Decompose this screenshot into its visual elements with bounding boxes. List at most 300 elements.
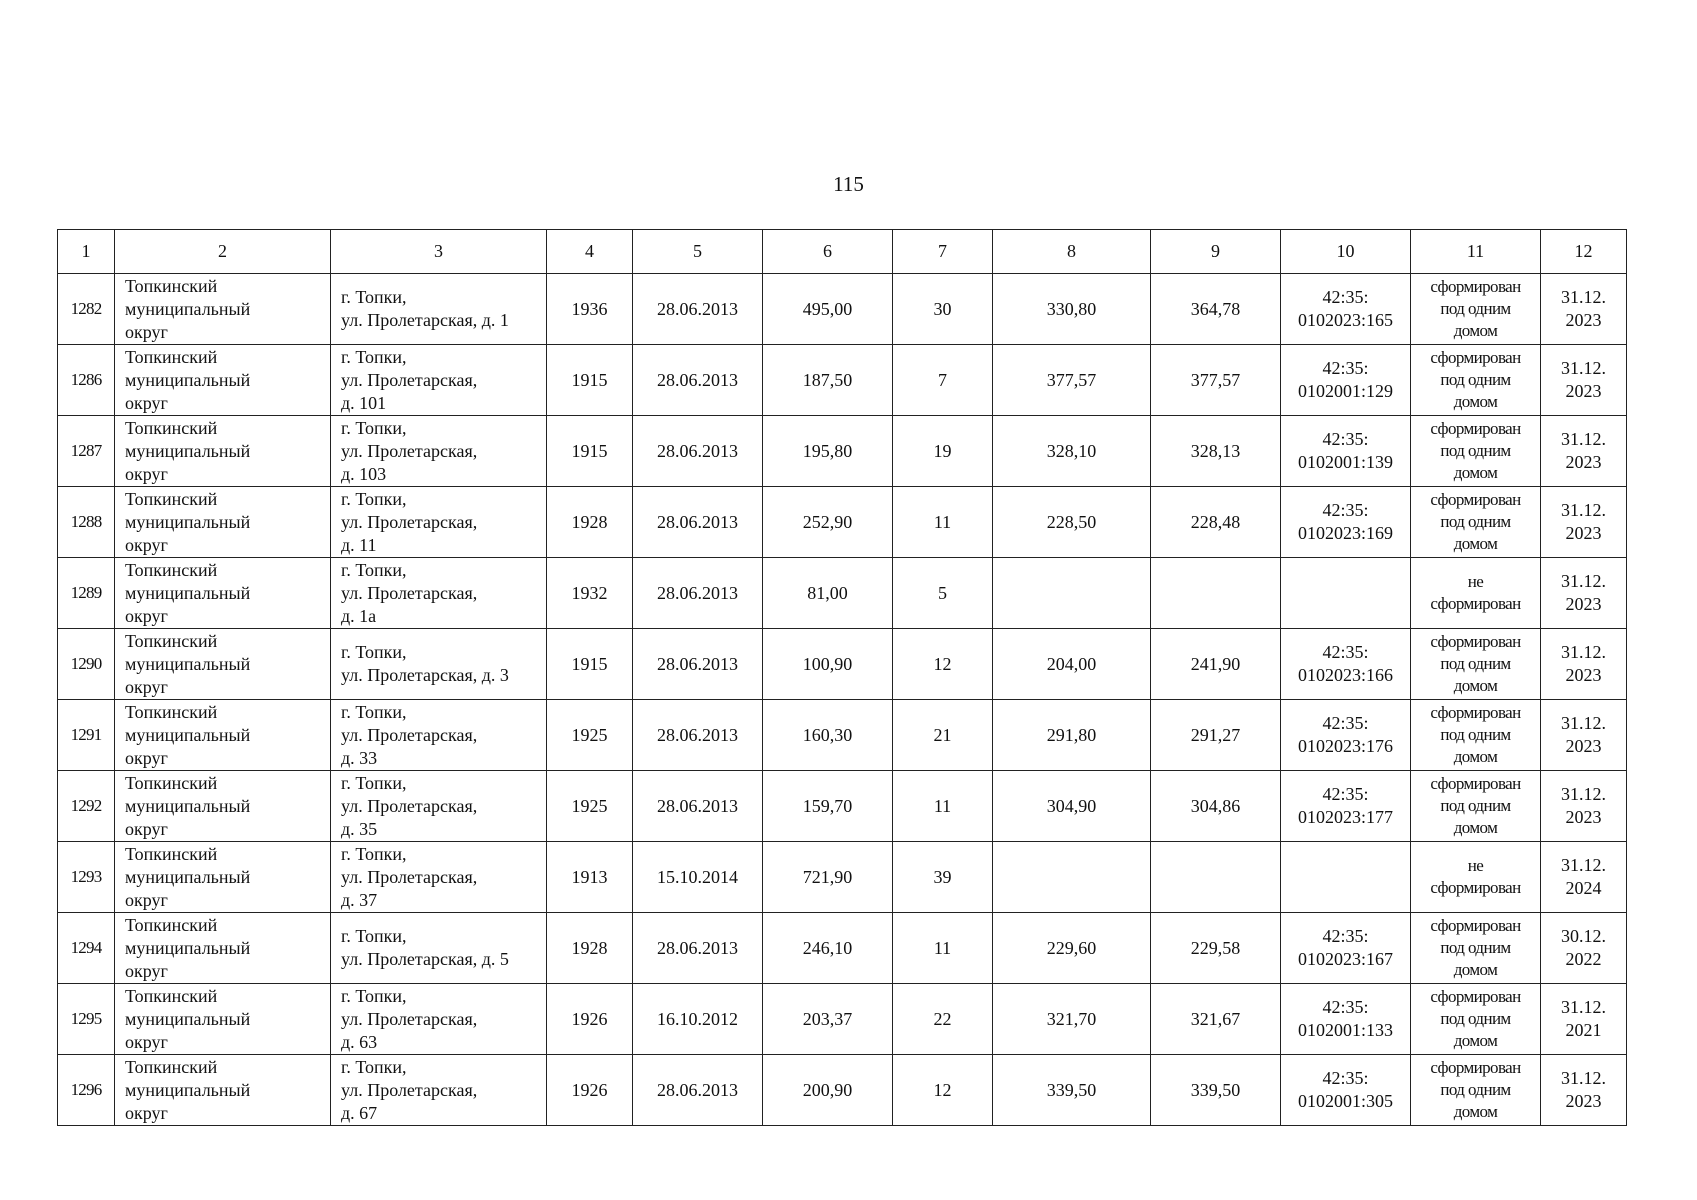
cell-cadastral-number — [1281, 913, 1411, 984]
cell-land-status — [1411, 984, 1541, 1055]
cadastral-number-line: 42:35: — [1322, 287, 1369, 307]
cell-area-col-9: 377,57 — [1151, 345, 1281, 416]
cell-date: 28.06.2013 — [633, 1055, 763, 1126]
address-line: г. Топки, — [341, 559, 407, 580]
cell-row-number: 1294 — [58, 913, 115, 984]
cadastral-number-line: 0102001:129 — [1297, 381, 1393, 401]
cell-date: 28.06.2013 — [633, 771, 763, 842]
municipality-line: Топкинский — [125, 843, 218, 864]
municipality-line: округ — [125, 321, 168, 342]
municipality-line: округ — [125, 676, 168, 697]
land-status-line: домом — [1453, 392, 1498, 411]
cell-area-col-9: 339,50 — [1151, 1055, 1281, 1126]
cell-area-col-8: 330,80 — [993, 274, 1151, 345]
address-line: ул. Пролетарская, — [341, 440, 478, 461]
address-line: г. Топки, — [341, 985, 407, 1006]
municipality-line: Топкинский — [125, 985, 218, 1006]
table-row — [58, 345, 1627, 416]
cell-land-status — [1411, 345, 1541, 416]
address-line: д. 11 — [341, 534, 377, 555]
deadline-date-line: 2023 — [1565, 1091, 1602, 1111]
cell-area-col-8: 328,10 — [993, 416, 1151, 487]
cell-municipality — [115, 1055, 331, 1126]
column-header: 10 — [1281, 230, 1411, 274]
cell-row-number: 1296 — [58, 1055, 115, 1126]
cadastral-number-line: 0102001:305 — [1297, 1091, 1393, 1111]
municipality-line: округ — [125, 392, 168, 413]
cell-year-built: 1926 — [547, 984, 633, 1055]
land-status-line: сформирован — [1430, 1058, 1521, 1077]
cell-address — [331, 629, 547, 700]
municipality-line: муниципальный — [125, 440, 251, 461]
column-header: 11 — [1411, 230, 1541, 274]
address-line: ул. Пролетарская, — [341, 511, 478, 532]
cell-cadastral-number — [1281, 984, 1411, 1055]
cell-area: 160,30 — [763, 700, 893, 771]
table-row — [58, 984, 1627, 1055]
cell-year-built: 1936 — [547, 274, 633, 345]
cell-area-col-8: 339,50 — [993, 1055, 1151, 1126]
table-row — [58, 487, 1627, 558]
cell-area-col-8: 204,00 — [993, 629, 1151, 700]
land-status-line: под одним — [1440, 938, 1511, 957]
cell-area-col-8: 377,57 — [993, 345, 1151, 416]
cell-area-col-8 — [993, 842, 1151, 913]
cadastral-number-line: 42:35: — [1322, 1068, 1369, 1088]
municipality-line: Топкинский — [125, 772, 218, 793]
cell-municipality — [115, 345, 331, 416]
cell-address — [331, 984, 547, 1055]
table-row — [58, 700, 1627, 771]
cell-deadline-date — [1541, 1055, 1627, 1126]
municipality-line: округ — [125, 534, 168, 555]
cell-area-col-9: 304,86 — [1151, 771, 1281, 842]
municipality-line: округ — [125, 818, 168, 839]
cell-area-col-9: 364,78 — [1151, 274, 1281, 345]
land-status-line: под одним — [1440, 299, 1511, 318]
address-line: д. 1а — [341, 605, 377, 626]
address-line: г. Топки, — [341, 701, 407, 722]
cell-address — [331, 771, 547, 842]
land-status-line: под одним — [1440, 370, 1511, 389]
cell-residents-count: 12 — [893, 629, 993, 700]
cell-address — [331, 913, 547, 984]
cell-row-number: 1282 — [58, 274, 115, 345]
land-status-line: сформирован — [1430, 490, 1521, 509]
cell-row-number: 1289 — [58, 558, 115, 629]
cell-deadline-date — [1541, 700, 1627, 771]
cell-cadastral-number — [1281, 416, 1411, 487]
deadline-date-line: 31.12. — [1561, 500, 1606, 520]
address-line: ул. Пролетарская, — [341, 1079, 478, 1100]
cell-address — [331, 700, 547, 771]
cadastral-number-line: 0102023:165 — [1297, 310, 1393, 330]
cell-municipality — [115, 558, 331, 629]
cell-deadline-date — [1541, 771, 1627, 842]
cell-year-built: 1926 — [547, 1055, 633, 1126]
cell-cadastral-number — [1281, 345, 1411, 416]
deadline-date-line: 2023 — [1565, 594, 1602, 614]
cell-area-col-9: 229,58 — [1151, 913, 1281, 984]
cadastral-number-line: 0102023:176 — [1297, 736, 1393, 756]
municipality-line: округ — [125, 605, 168, 626]
cell-date: 28.06.2013 — [633, 345, 763, 416]
cell-address — [331, 1055, 547, 1126]
column-header: 6 — [763, 230, 893, 274]
table-row — [58, 416, 1627, 487]
table-row — [58, 274, 1627, 345]
cell-address — [331, 274, 547, 345]
cell-municipality — [115, 984, 331, 1055]
land-status-line: под одним — [1440, 796, 1511, 815]
cadastral-number-line: 42:35: — [1322, 642, 1369, 662]
cell-residents-count: 11 — [893, 913, 993, 984]
address-line: ул. Пролетарская, — [341, 582, 478, 603]
cell-residents-count: 22 — [893, 984, 993, 1055]
cadastral-number-line: 42:35: — [1322, 997, 1369, 1017]
deadline-date-line: 2023 — [1565, 736, 1602, 756]
cell-row-number: 1293 — [58, 842, 115, 913]
deadline-date-line: 30.12. — [1561, 926, 1606, 946]
cell-row-number: 1286 — [58, 345, 115, 416]
land-status-line: сформирован — [1430, 774, 1521, 793]
cell-deadline-date — [1541, 842, 1627, 913]
deadline-date-line: 31.12. — [1561, 784, 1606, 804]
address-line: г. Топки, — [341, 417, 407, 438]
cell-cadastral-number — [1281, 274, 1411, 345]
cadastral-number-line: 42:35: — [1322, 358, 1369, 378]
table-row — [58, 913, 1627, 984]
cell-cadastral-number — [1281, 629, 1411, 700]
land-status-line: под одним — [1440, 512, 1511, 531]
table-row — [58, 558, 1627, 629]
address-line: д. 35 — [341, 818, 378, 839]
cell-residents-count: 39 — [893, 842, 993, 913]
cell-deadline-date — [1541, 487, 1627, 558]
cell-deadline-date — [1541, 629, 1627, 700]
address-line: г. Топки, — [341, 926, 407, 946]
cadastral-number-line: 0102001:133 — [1297, 1020, 1393, 1040]
cell-land-status — [1411, 416, 1541, 487]
land-status-line: сформирован — [1430, 348, 1521, 367]
column-header: 12 — [1541, 230, 1627, 274]
address-line: ул. Пролетарская, — [341, 369, 478, 390]
cadastral-number-line: 0102001:139 — [1297, 452, 1393, 472]
cell-residents-count: 19 — [893, 416, 993, 487]
column-header: 2 — [115, 230, 331, 274]
cell-area: 495,00 — [763, 274, 893, 345]
deadline-date-line: 31.12. — [1561, 855, 1606, 875]
land-status-line: домом — [1453, 818, 1498, 837]
land-status-line: домом — [1453, 1031, 1498, 1050]
cell-area-col-9: 241,90 — [1151, 629, 1281, 700]
cell-residents-count: 5 — [893, 558, 993, 629]
cell-municipality — [115, 700, 331, 771]
column-header: 4 — [547, 230, 633, 274]
column-header: 5 — [633, 230, 763, 274]
cell-municipality — [115, 629, 331, 700]
cell-year-built: 1915 — [547, 629, 633, 700]
cell-residents-count: 30 — [893, 274, 993, 345]
land-status-line: домом — [1453, 321, 1498, 340]
cell-cadastral-number — [1281, 1055, 1411, 1126]
municipality-line: муниципальный — [125, 653, 251, 674]
municipality-line: округ — [125, 1102, 168, 1123]
deadline-date-line: 31.12. — [1561, 429, 1606, 449]
table-body — [58, 274, 1627, 1126]
cell-area-col-8 — [993, 558, 1151, 629]
cell-cadastral-number — [1281, 771, 1411, 842]
cell-address — [331, 842, 547, 913]
cadastral-number-line: 0102023:169 — [1297, 523, 1393, 543]
cell-municipality — [115, 913, 331, 984]
land-status-line: сформирован — [1430, 594, 1521, 613]
table-row — [58, 842, 1627, 913]
cadastral-number-line: 0102023:167 — [1297, 949, 1393, 969]
cell-area-col-9 — [1151, 558, 1281, 629]
column-header: 7 — [893, 230, 993, 274]
cell-residents-count: 12 — [893, 1055, 993, 1126]
cell-deadline-date — [1541, 558, 1627, 629]
cell-area: 159,70 — [763, 771, 893, 842]
cell-residents-count: 21 — [893, 700, 993, 771]
cell-cadastral-number — [1281, 842, 1411, 913]
cell-land-status — [1411, 842, 1541, 913]
cell-date: 28.06.2013 — [633, 416, 763, 487]
land-status-line: сформирован — [1430, 277, 1521, 296]
cell-municipality — [115, 274, 331, 345]
cell-land-status — [1411, 629, 1541, 700]
deadline-date-line: 2023 — [1565, 665, 1602, 685]
cell-land-status — [1411, 913, 1541, 984]
cell-row-number: 1292 — [58, 771, 115, 842]
cell-address — [331, 487, 547, 558]
table-row — [58, 1055, 1627, 1126]
deadline-date-line: 2024 — [1565, 878, 1602, 898]
cell-deadline-date — [1541, 345, 1627, 416]
deadline-date-line: 2023 — [1565, 381, 1602, 401]
address-line: ул. Пролетарская, д. 1 — [341, 310, 509, 330]
cadastral-number-line: 42:35: — [1322, 926, 1369, 946]
cell-row-number: 1288 — [58, 487, 115, 558]
address-line: д. 63 — [341, 1031, 378, 1052]
deadline-date-line: 2023 — [1565, 523, 1602, 543]
municipality-line: муниципальный — [125, 369, 251, 390]
cell-area-col-8: 291,80 — [993, 700, 1151, 771]
cell-municipality — [115, 487, 331, 558]
deadline-date-line: 31.12. — [1561, 713, 1606, 733]
address-line: д. 67 — [341, 1102, 378, 1123]
municipality-line: муниципальный — [125, 298, 251, 319]
cell-row-number: 1287 — [58, 416, 115, 487]
address-line: г. Топки, — [341, 843, 407, 864]
cell-land-status — [1411, 274, 1541, 345]
cell-residents-count: 11 — [893, 487, 993, 558]
municipality-line: Топкинский — [125, 488, 218, 509]
page-number: 115 — [833, 172, 864, 196]
cell-cadastral-number — [1281, 700, 1411, 771]
municipality-line: округ — [125, 960, 168, 981]
cell-area: 100,90 — [763, 629, 893, 700]
address-line: д. 101 — [341, 392, 387, 413]
cell-year-built: 1928 — [547, 487, 633, 558]
cell-area: 200,90 — [763, 1055, 893, 1126]
land-status-line: под одним — [1440, 441, 1511, 460]
address-line: ул. Пролетарская, — [341, 724, 478, 745]
land-status-line: под одним — [1440, 654, 1511, 673]
cell-area-col-8: 304,90 — [993, 771, 1151, 842]
deadline-date-line: 2023 — [1565, 310, 1602, 330]
address-line: ул. Пролетарская, — [341, 866, 478, 887]
cell-date: 28.06.2013 — [633, 558, 763, 629]
cell-area: 252,90 — [763, 487, 893, 558]
cell-row-number: 1295 — [58, 984, 115, 1055]
land-status-line: не — [1467, 856, 1484, 875]
cell-year-built: 1932 — [547, 558, 633, 629]
cell-land-status — [1411, 558, 1541, 629]
cadastral-number-line: 0102023:166 — [1297, 665, 1393, 685]
cadastral-number-line: 42:35: — [1322, 500, 1369, 520]
cell-land-status — [1411, 771, 1541, 842]
column-header: 1 — [58, 230, 115, 274]
cell-year-built: 1925 — [547, 700, 633, 771]
deadline-date-line: 31.12. — [1561, 287, 1606, 307]
land-status-line: под одним — [1440, 725, 1511, 744]
municipality-line: Топкинский — [125, 914, 218, 935]
cell-deadline-date — [1541, 416, 1627, 487]
land-status-line: под одним — [1440, 1080, 1511, 1099]
municipality-line: муниципальный — [125, 795, 251, 816]
land-status-line: сформирован — [1430, 703, 1521, 722]
cell-area-col-8: 228,50 — [993, 487, 1151, 558]
cell-municipality — [115, 416, 331, 487]
address-line: д. 33 — [341, 747, 378, 768]
cell-land-status — [1411, 487, 1541, 558]
address-line: г. Топки, — [341, 488, 407, 509]
municipality-line: округ — [125, 1031, 168, 1052]
cell-year-built: 1915 — [547, 416, 633, 487]
cell-municipality — [115, 771, 331, 842]
deadline-date-line: 31.12. — [1561, 1068, 1606, 1088]
address-line: г. Топки, — [341, 642, 407, 662]
cell-row-number: 1291 — [58, 700, 115, 771]
cell-area-col-9: 291,27 — [1151, 700, 1281, 771]
cell-date: 28.06.2013 — [633, 487, 763, 558]
cell-address — [331, 558, 547, 629]
column-header: 9 — [1151, 230, 1281, 274]
cell-date: 15.10.2014 — [633, 842, 763, 913]
cell-land-status — [1411, 700, 1541, 771]
cell-year-built: 1925 — [547, 771, 633, 842]
cell-residents-count: 11 — [893, 771, 993, 842]
cell-date: 16.10.2012 — [633, 984, 763, 1055]
land-status-line: домом — [1453, 960, 1498, 979]
cell-area-col-8: 321,70 — [993, 984, 1151, 1055]
deadline-date-line: 31.12. — [1561, 997, 1606, 1017]
column-header: 8 — [993, 230, 1151, 274]
cell-area: 187,50 — [763, 345, 893, 416]
cell-date: 28.06.2013 — [633, 274, 763, 345]
cell-area: 721,90 — [763, 842, 893, 913]
land-status-line: сформирован — [1430, 878, 1521, 897]
municipality-line: муниципальный — [125, 866, 251, 887]
cell-area-col-9 — [1151, 842, 1281, 913]
cadastral-number-line: 42:35: — [1322, 784, 1369, 804]
land-status-line: сформирован — [1430, 419, 1521, 438]
deadline-date-line: 31.12. — [1561, 358, 1606, 378]
municipality-line: муниципальный — [125, 937, 251, 958]
address-line: г. Топки, — [341, 287, 407, 307]
municipality-line: Топкинский — [125, 417, 218, 438]
address-line: ул. Пролетарская, д. 3 — [341, 665, 509, 685]
header-row — [58, 230, 1627, 274]
cell-row-number: 1290 — [58, 629, 115, 700]
cell-area: 246,10 — [763, 913, 893, 984]
address-line: г. Топки, — [341, 346, 407, 367]
table-row — [58, 629, 1627, 700]
land-status-line: сформирован — [1430, 916, 1521, 935]
land-status-line: домом — [1453, 1102, 1498, 1121]
deadline-date-line: 2021 — [1565, 1020, 1602, 1040]
municipality-line: округ — [125, 889, 168, 910]
municipality-line: округ — [125, 463, 168, 484]
cell-area: 203,37 — [763, 984, 893, 1055]
cell-date: 28.06.2013 — [633, 700, 763, 771]
municipality-line: Топкинский — [125, 346, 218, 367]
cell-deadline-date — [1541, 274, 1627, 345]
address-line: д. 103 — [341, 463, 387, 484]
deadline-date-line: 2022 — [1565, 949, 1602, 969]
cell-address — [331, 416, 547, 487]
municipality-line: муниципальный — [125, 1079, 251, 1100]
municipality-line: Топкинский — [125, 701, 218, 722]
address-line: г. Топки, — [341, 772, 407, 793]
cell-year-built: 1928 — [547, 913, 633, 984]
municipality-line: Топкинский — [125, 275, 218, 296]
cell-date: 28.06.2013 — [633, 913, 763, 984]
cell-deadline-date — [1541, 984, 1627, 1055]
cadastral-number-line: 42:35: — [1322, 713, 1369, 733]
cell-address — [331, 345, 547, 416]
cell-municipality — [115, 842, 331, 913]
table-row — [58, 771, 1627, 842]
address-line: д. 37 — [341, 889, 378, 910]
cell-year-built: 1915 — [547, 345, 633, 416]
land-status-line: домом — [1453, 463, 1498, 482]
cell-area-col-9: 321,67 — [1151, 984, 1281, 1055]
cell-deadline-date — [1541, 913, 1627, 984]
land-status-line: сформирован — [1430, 632, 1521, 651]
cell-area-col-9: 328,13 — [1151, 416, 1281, 487]
municipality-line: муниципальный — [125, 582, 251, 603]
address-line: г. Топки, — [341, 1056, 407, 1077]
column-header: 3 — [331, 230, 547, 274]
cadastral-number-line: 0102023:177 — [1297, 807, 1393, 827]
cell-cadastral-number — [1281, 558, 1411, 629]
municipality-line: муниципальный — [125, 511, 251, 532]
municipality-line: округ — [125, 747, 168, 768]
land-status-line: сформирован — [1430, 987, 1521, 1006]
deadline-date-line: 31.12. — [1561, 571, 1606, 591]
deadline-date-line: 2023 — [1565, 452, 1602, 472]
land-status-line: домом — [1453, 747, 1498, 766]
municipality-line: Топкинский — [125, 630, 218, 651]
cell-area-col-8: 229,60 — [993, 913, 1151, 984]
registry-table — [57, 229, 1627, 1126]
municipality-line: муниципальный — [125, 1008, 251, 1029]
cell-year-built: 1913 — [547, 842, 633, 913]
deadline-date-line: 31.12. — [1561, 642, 1606, 662]
